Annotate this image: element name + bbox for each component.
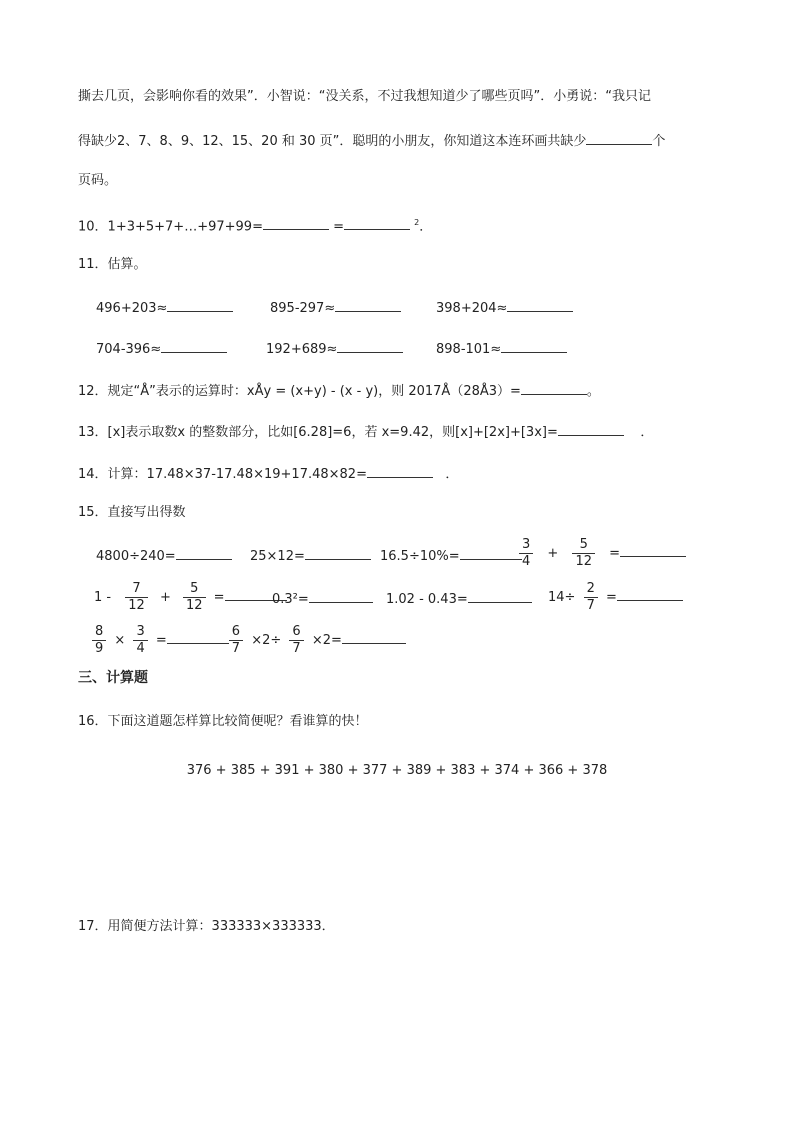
denominator: 12 [575, 554, 593, 569]
equals-sign: = [155, 633, 167, 648]
q15-expr: 1 - [94, 590, 112, 605]
q15-r2-c [386, 588, 532, 609]
q14-blank[interactable] [367, 463, 433, 478]
q15-expr: 0.3²= [272, 592, 309, 607]
q10-sup: 2 [414, 218, 420, 227]
q16-expression: 376 + 385 + 391 + 380 + 377 + 389 + 383 + 374 + 366 + 378 [186, 763, 608, 778]
q11-r1-a [96, 297, 233, 318]
q11-expr: 496+203≈ [96, 301, 168, 316]
fraction [125, 581, 148, 614]
q11-r2-c [436, 338, 567, 359]
q17-text: 17．用简便方法计算：333333×333333． [78, 919, 335, 934]
q12-text: 12．规定“Å”表示的运算时：xÅy = (x+y) - (x - y)，则 2017Å（28Å3）= [78, 384, 521, 399]
q10-blank-1[interactable] [263, 215, 329, 230]
equals-sign: = [606, 590, 617, 605]
q9-line1: 撕去几页，会影响你看的效果”．小智说：“没关系，不过我想知道少了哪些页吗”．小勇说：“我只记 [78, 89, 651, 104]
numerator: 3 [133, 624, 147, 641]
denominator: 12 [128, 598, 145, 613]
q15-r1-c [380, 545, 522, 566]
equals-sign: = [609, 546, 621, 561]
q11-r1-c [436, 297, 573, 318]
q15-expr: 4800÷240= [96, 549, 176, 564]
q12-blank[interactable] [521, 380, 587, 395]
q9-answer-blank[interactable] [586, 130, 652, 145]
numerator: 8 [92, 624, 106, 641]
q12 [78, 380, 600, 401]
numerator: 5 [183, 581, 206, 598]
denominator: 4 [522, 554, 531, 569]
q15-r1-d [515, 537, 686, 570]
fraction [289, 624, 303, 657]
q11-blank[interactable] [337, 338, 403, 353]
q12-end: 。 [586, 384, 600, 399]
denominator: 7 [586, 598, 595, 613]
q9-line3: 页码。 [78, 173, 118, 188]
times-sign: × [114, 633, 126, 648]
q11-expr: 192+689≈ [266, 342, 338, 357]
q15-r3 [88, 624, 406, 657]
fraction [133, 624, 147, 657]
q15-r2-a [94, 581, 287, 614]
q11-r2-a [96, 338, 227, 359]
q13-end: ． [640, 425, 654, 440]
q11-title: 11．估算。 [78, 257, 147, 272]
q15-blank[interactable] [468, 588, 532, 603]
q15-blank[interactable] [620, 542, 686, 557]
q9-line2 [78, 130, 665, 151]
q15-expr: ×2= [311, 633, 342, 648]
plus-sign: + [547, 546, 559, 561]
fraction [92, 624, 106, 657]
q11-expr: 398+204≈ [436, 301, 508, 316]
q11-blank[interactable] [161, 338, 227, 353]
fraction [229, 624, 243, 657]
denominator: 9 [95, 641, 104, 656]
q15-expr: 1.02 - 0.43= [386, 592, 468, 607]
q11-expr: 895-297≈ [270, 301, 336, 316]
q14 [78, 463, 458, 484]
q15-title: 15．直接写出得数 [78, 505, 186, 520]
q13-blank[interactable] [558, 421, 624, 436]
q11-expr: 898-101≈ [436, 342, 502, 357]
q15-blank[interactable] [167, 629, 229, 644]
numerator: 7 [125, 581, 148, 598]
q15-r2-d [548, 581, 683, 614]
q11-blank[interactable] [501, 338, 567, 353]
q15-blank[interactable] [342, 629, 406, 644]
numerator: 5 [572, 537, 595, 554]
q11-r2-b [266, 338, 403, 359]
denominator: 7 [292, 641, 301, 656]
numerator: 3 [519, 537, 533, 554]
q11-blank[interactable] [335, 297, 401, 312]
denominator: 7 [231, 641, 241, 656]
q11-expr: 704-396≈ [96, 342, 162, 357]
q10-end: ． [419, 219, 433, 235]
q13-text: 13．[x]表示取数x 的整数部分，比如[6.28]=6，若 x=9.42，则[x]+[2x]+[3x]= [78, 425, 558, 440]
q15-expr: 14÷ [548, 590, 576, 605]
q15-expr: 25×12= [250, 549, 305, 564]
numerator: 6 [289, 624, 303, 641]
fraction [519, 537, 533, 570]
q15-blank[interactable] [617, 586, 683, 601]
plus-sign: + [159, 590, 171, 605]
q15-blank[interactable] [309, 588, 373, 603]
q15-r1-a [96, 545, 232, 566]
q11-r1-b [270, 297, 401, 318]
q15-r2-b [272, 588, 373, 609]
numerator: 2 [584, 581, 598, 598]
q16-text: 16．下面这道题怎样算比较简便呢？看谁算的快！ [78, 714, 368, 729]
q13 [78, 421, 653, 442]
equals-sign: = [213, 590, 225, 605]
q15-blank[interactable] [305, 545, 371, 560]
q15-r1-b [250, 545, 371, 566]
fraction [183, 581, 206, 614]
fraction [584, 581, 598, 614]
q10 [78, 214, 432, 236]
q11-blank[interactable] [167, 297, 233, 312]
q15-expr: 16.5÷10%= [380, 549, 460, 564]
q15-blank[interactable] [176, 545, 232, 560]
q14-end: ． [445, 467, 459, 482]
denominator: 4 [136, 641, 145, 656]
q11-blank[interactable] [507, 297, 573, 312]
q10-blank-2[interactable] [344, 215, 410, 230]
numerator: 6 [229, 624, 243, 641]
fraction [572, 537, 595, 570]
q9-line2-text: 得缺少2、7、8、9、12、15、20 和 30 页”．聪明的小朋友，你知道这本连环画共缺少 [78, 134, 587, 149]
denominator: 12 [185, 598, 203, 613]
q10-text: 10．1+3+5+7+…+97+99= [78, 219, 263, 235]
q9-line2-end: 个 [652, 134, 666, 149]
q15-expr: ×2÷ [251, 633, 282, 648]
q10-eq: = [333, 219, 345, 235]
q14-text: 14．计算：17.48×37-17.48×19+17.48×82= [78, 467, 367, 482]
section-title: 三、计算题 [78, 670, 148, 686]
q15-blank[interactable] [460, 545, 522, 560]
